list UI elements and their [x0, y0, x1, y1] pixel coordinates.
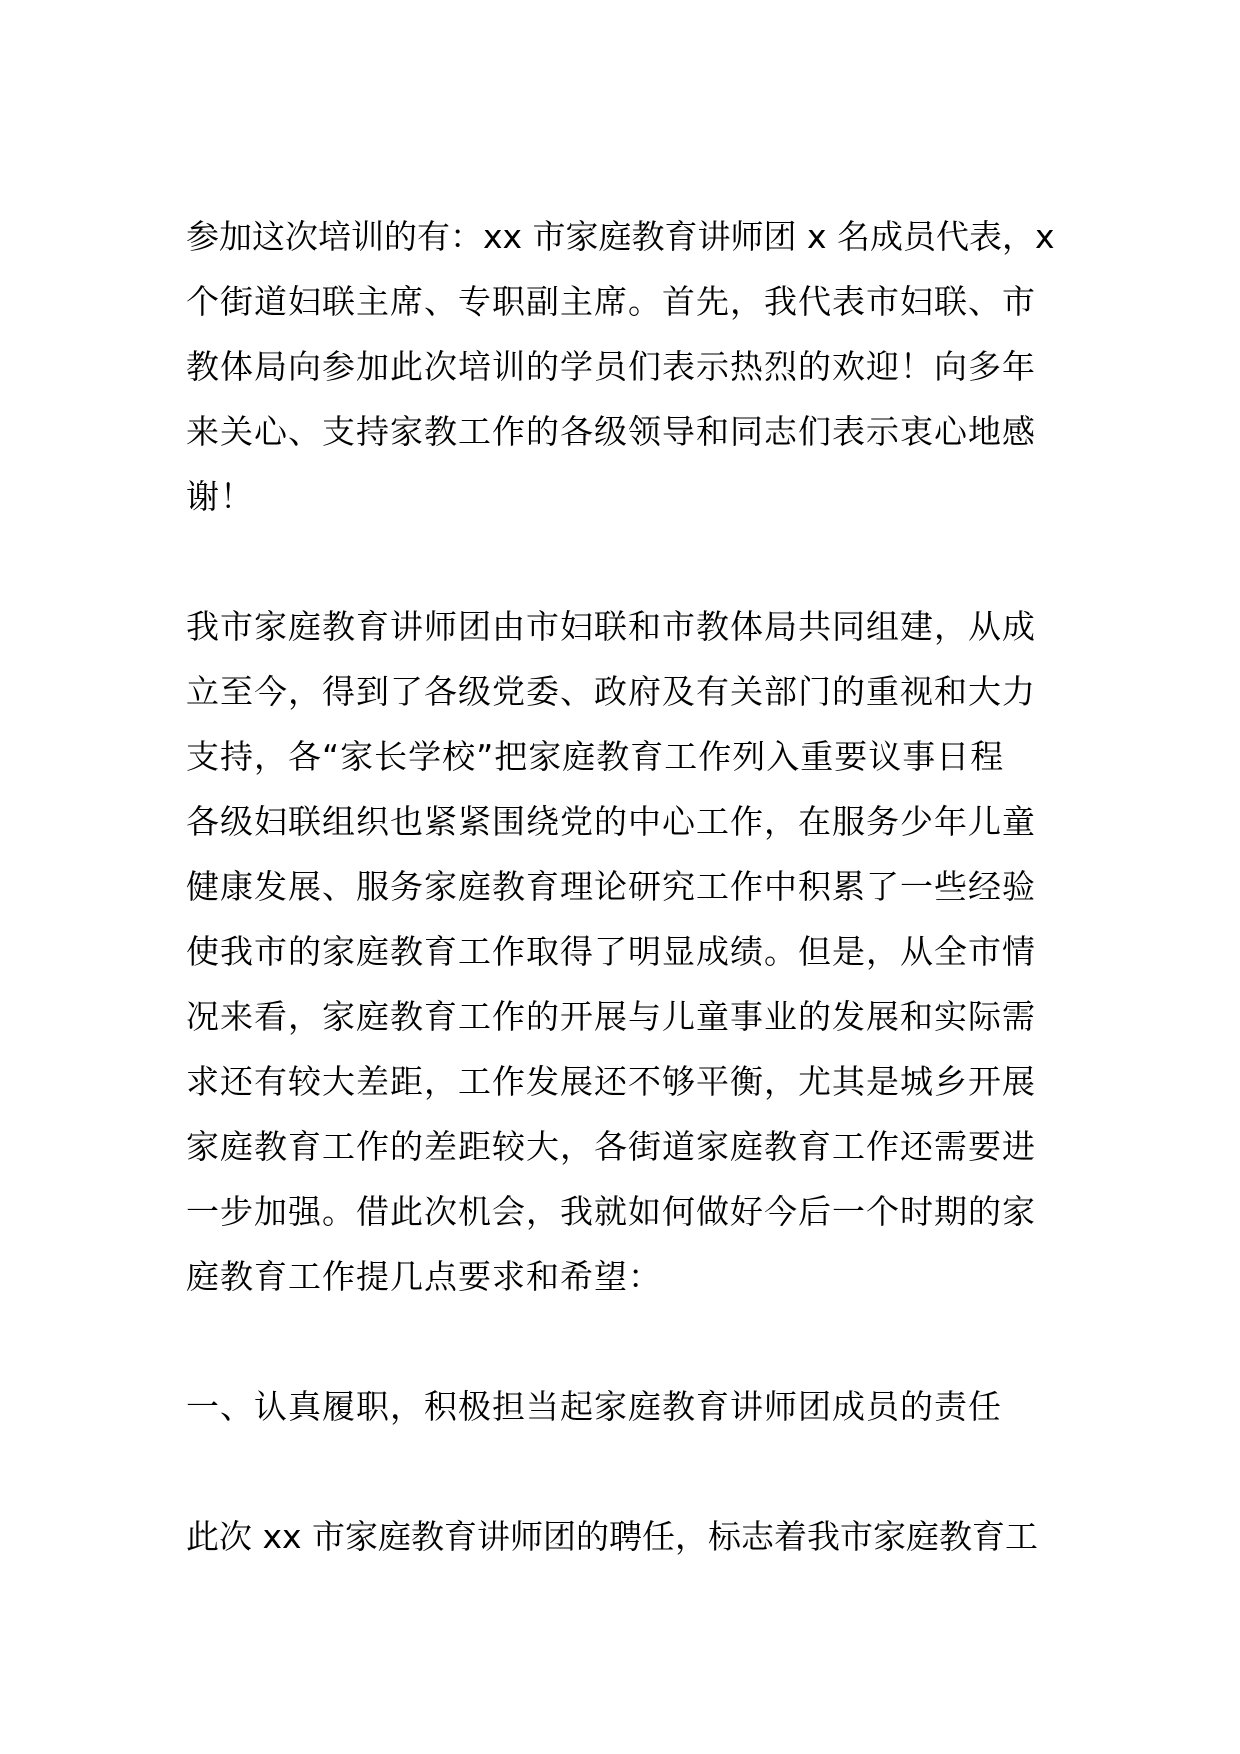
text-line: 此次 xx 市家庭教育讲师团的聘任，标志着我市家庭教育工 — [186, 1517, 1039, 1556]
text-line: 求还有较大差距，工作发展还不够平衡，尤其是城乡开展 — [186, 1062, 1036, 1101]
heading-line: 一、认真履职，积极担当起家庭教育讲师团成员的责任 — [186, 1387, 1002, 1426]
text-line: 来关心、支持家教工作的各级领导和同志们表示衷心地感 — [186, 412, 1036, 451]
text-line: 庭教育工作提几点要求和希望： — [186, 1257, 662, 1296]
section-heading-one — [186, 1374, 1058, 1439]
text-line: 我市家庭教育讲师团由市妇联和市教体局共同组建，从成 — [186, 607, 1036, 646]
paragraph-spacer — [186, 1439, 1058, 1504]
text-line: 个街道妇联主席、专职副主席。首先，我代表市妇联、市 — [186, 282, 1036, 321]
text-line: 参加这次培训的有：xx 市家庭教育讲师团 x 名成员代表，x — [186, 217, 1055, 256]
text-line: 教体局向参加此次培训的学员们表示热烈的欢迎！向多年 — [186, 347, 1036, 386]
document-body — [186, 204, 1058, 1569]
text-line: 健康发展、服务家庭教育理论研究工作中积累了一些经验 — [186, 867, 1036, 906]
paragraph-spacer — [186, 1309, 1058, 1374]
text-line: 况来看，家庭教育工作的开展与儿童事业的发展和实际需 — [186, 997, 1036, 1036]
text-line: 一步加强。借此次机会，我就如何做好今后一个时期的家 — [186, 1192, 1036, 1231]
text-line: 谢！ — [186, 477, 254, 516]
text-line: 各级妇联组织也紧紧围绕党的中心工作，在服务少年儿童 — [186, 802, 1036, 841]
paragraph-appointment — [186, 1504, 1058, 1569]
text-line: 使我市的家庭教育工作取得了明显成绩。但是，从全市情 — [186, 932, 1036, 971]
paragraph-spacer — [186, 529, 1058, 594]
paragraph-lecturer-group — [186, 594, 1058, 1309]
text-line: 家庭教育工作的差距较大，各街道家庭教育工作还需要进 — [186, 1127, 1036, 1166]
paragraph-training-participants — [186, 204, 1058, 529]
text-line: 支持，各“家长学校”把家庭教育工作列入重要议事日程 — [186, 737, 1005, 776]
text-line: 立至今，得到了各级党委、政府及有关部门的重视和大力 — [186, 672, 1036, 711]
